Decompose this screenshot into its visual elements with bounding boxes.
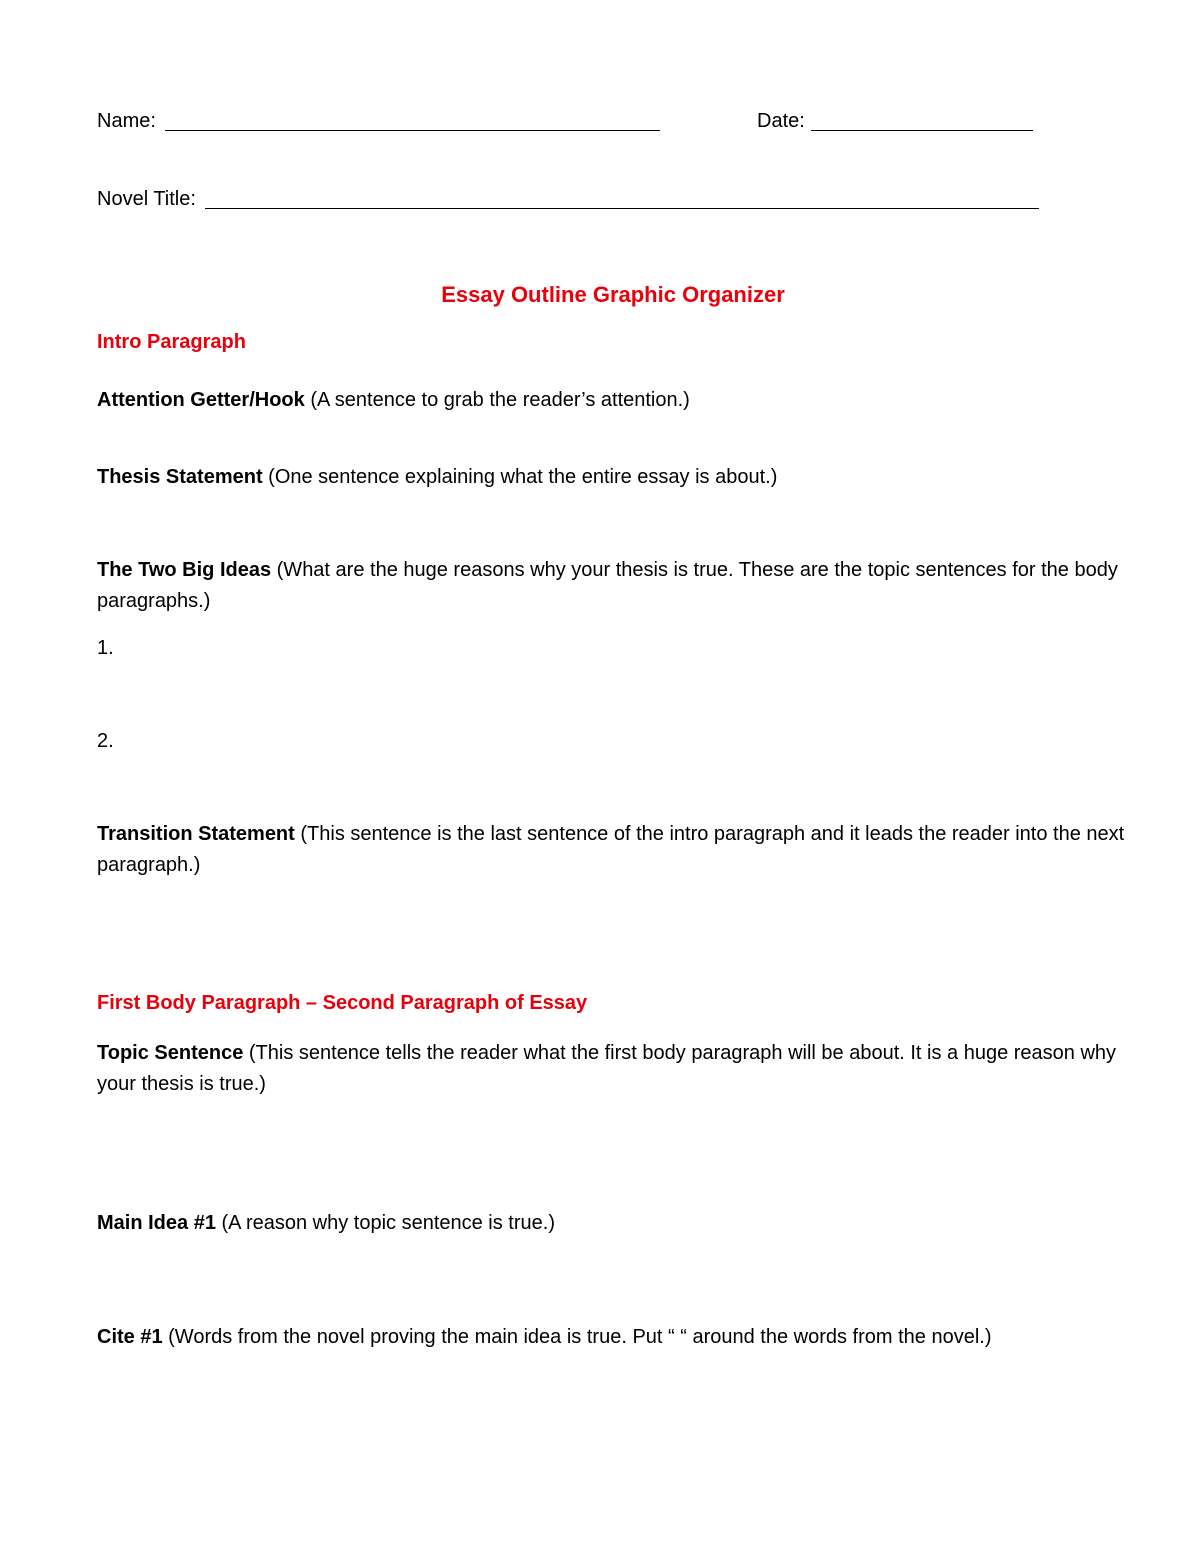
- cite-description: (Words from the novel proving the main idea is true. Put “ “ around the words from the novel.): [162, 1326, 992, 1348]
- transition-label: Transition Statement: [97, 823, 295, 845]
- thesis-label: Thesis Statement: [97, 466, 263, 488]
- novel-title-field-line[interactable]: [205, 208, 1039, 209]
- body1-heading: First Body Paragraph – Second Paragraph of Essay: [97, 992, 588, 1014]
- main-idea-description: (A reason why topic sentence is true.): [215, 1212, 555, 1234]
- hook-prompt: [97, 385, 690, 416]
- transition-prompt: [97, 819, 1127, 881]
- transition-description: (This sentence is the last sentence of the intro paragraph and it leads the reader into the next paragraph.): [97, 823, 1125, 876]
- novel-title-label: Novel Title:: [97, 188, 196, 210]
- page-title: Essay Outline Graphic Organizer: [441, 282, 785, 307]
- cite-prompt: [97, 1322, 992, 1353]
- intro-heading: Intro Paragraph: [97, 331, 246, 353]
- main-idea-label: Main Idea #1: [97, 1212, 216, 1234]
- topic-sentence-prompt: [97, 1038, 1127, 1100]
- main-idea-prompt: [97, 1208, 555, 1239]
- hook-description: (A sentence to grab the reader’s attention.): [304, 389, 690, 411]
- big-idea-item-1: 1.: [97, 637, 114, 659]
- big-idea-item-2: 2.: [97, 730, 114, 752]
- big-ideas-label: The Two Big Ideas: [97, 559, 272, 581]
- topic-sentence-description: (This sentence tells the reader what the first body paragraph will be about. It is a huge reason why your thesis is true.): [97, 1042, 1117, 1095]
- hook-label: Attention Getter/Hook: [97, 389, 305, 411]
- thesis-prompt: [97, 462, 777, 493]
- thesis-description: (One sentence explaining what the entire essay is about.): [262, 466, 778, 488]
- date-label: Date:: [757, 110, 805, 132]
- big-ideas-prompt: [97, 555, 1127, 617]
- cite-label: Cite #1: [97, 1326, 163, 1348]
- topic-sentence-label: Topic Sentence: [97, 1042, 244, 1064]
- name-field-line[interactable]: [165, 130, 660, 131]
- name-label: Name:: [97, 110, 156, 132]
- big-ideas-description: (What are the huge reasons why your thesis is true. These are the topic sentences for the body paragraphs.): [97, 559, 1118, 612]
- date-field-line[interactable]: [811, 130, 1033, 131]
